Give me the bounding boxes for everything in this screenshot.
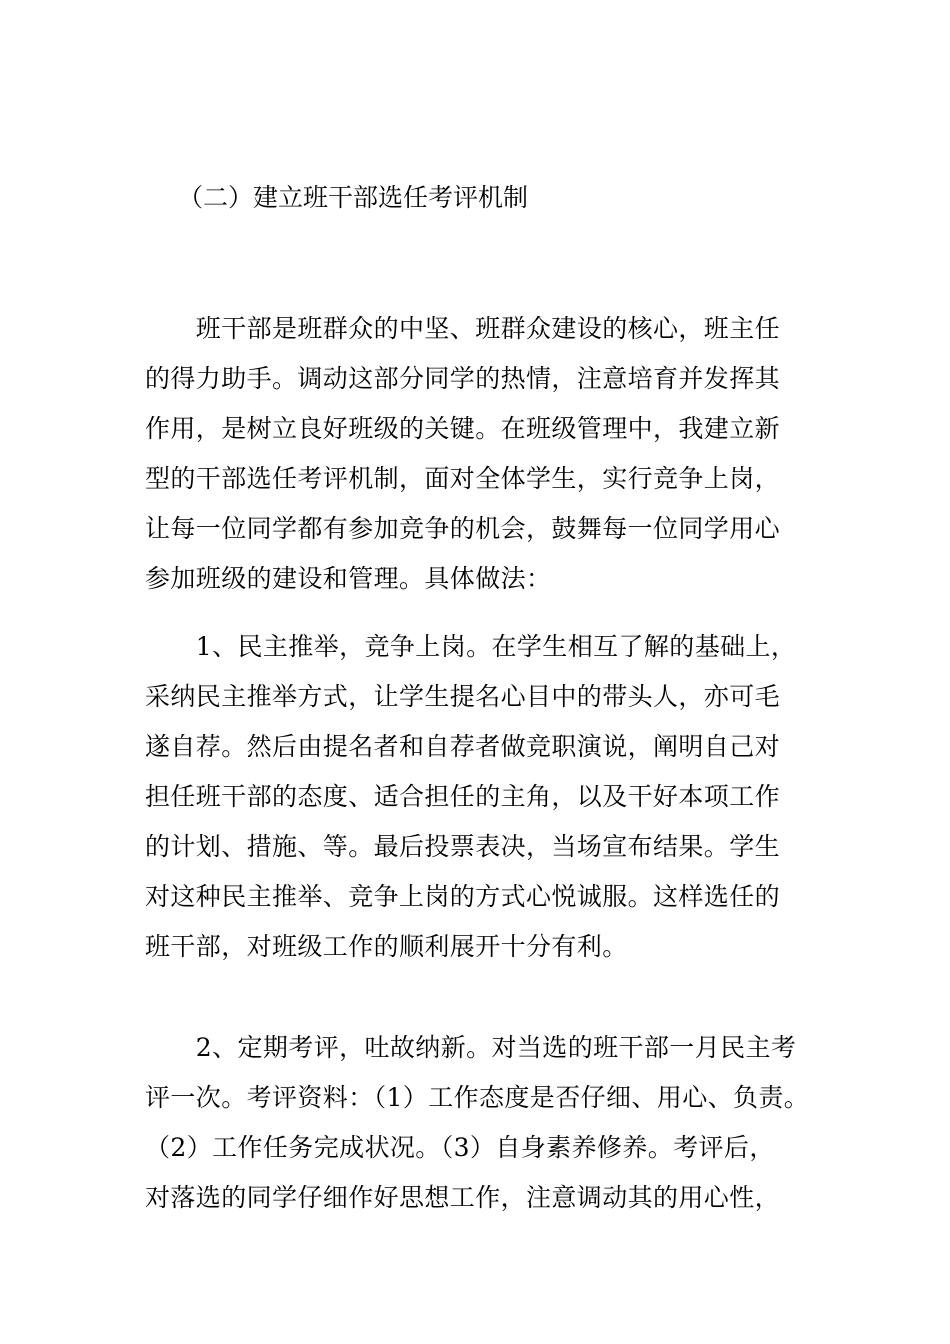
section-heading: （二）建立班干部选任考评机制 bbox=[178, 183, 529, 212]
paragraph-1-line-2: 的得力助手。调动这部分同学的热情，注意培育并发挥其 bbox=[145, 364, 781, 393]
paragraph-3-line-1: 2、定期考评，吐故纳新。对当选的班干部一月民主考 bbox=[145, 1033, 797, 1062]
paragraph-2-line-3: 遂自荐。然后由提名者和自荐者做竞职演说，阐明自己对 bbox=[145, 732, 781, 761]
paragraph-2-line-4: 担任班干部的态度、适合担任的主角，以及干好本项工作 bbox=[145, 782, 781, 811]
paragraph-2-line-5: 的计划、措施、等。最后投票表决，当场宣布结果。学生 bbox=[145, 832, 781, 861]
paragraph-3-line-2: 评一次。考评资料：（1）工作态度是否仔细、用心、负责。 bbox=[145, 1083, 810, 1112]
paragraph-2-line-2: 采纳民主推举方式，让学生提名心目中的带头人，亦可毛 bbox=[145, 682, 781, 711]
paragraph-2-line-1: 1、民主推举，竞争上岗。在学生相互了解的基础上， bbox=[145, 632, 797, 661]
paragraph-1-line-5: 让每一位同学都有参加竞争的机会，鼓舞每一位同学用心 bbox=[145, 514, 781, 543]
paragraph-2-line-7: 班干部，对班级工作的顺利展开十分有利。 bbox=[145, 932, 628, 961]
paragraph-3-line-3: （2）工作任务完成状况。（3）自身素养修养。考评后， bbox=[145, 1133, 775, 1162]
paragraph-3-line-4: 对落选的同学仔细作好思想工作，注意调动其的用心性， bbox=[145, 1183, 781, 1212]
paragraph-1-line-4: 型的干部选任考评机制，面对全体学生，实行竞争上岗， bbox=[145, 464, 781, 493]
paragraph-1-line-3: 作用，是树立良好班级的关键。在班级管理中，我建立新 bbox=[145, 414, 781, 443]
paragraph-1-line-1: 班干部是班群众的中坚、班群众建设的核心，班主任 bbox=[145, 314, 781, 343]
paragraph-2-line-6: 对这种民主推举、竞争上岗的方式心悦诚服。这样选任的 bbox=[145, 882, 781, 911]
paragraph-1-line-6: 参加班级的建设和管理。具体做法： bbox=[145, 564, 552, 593]
